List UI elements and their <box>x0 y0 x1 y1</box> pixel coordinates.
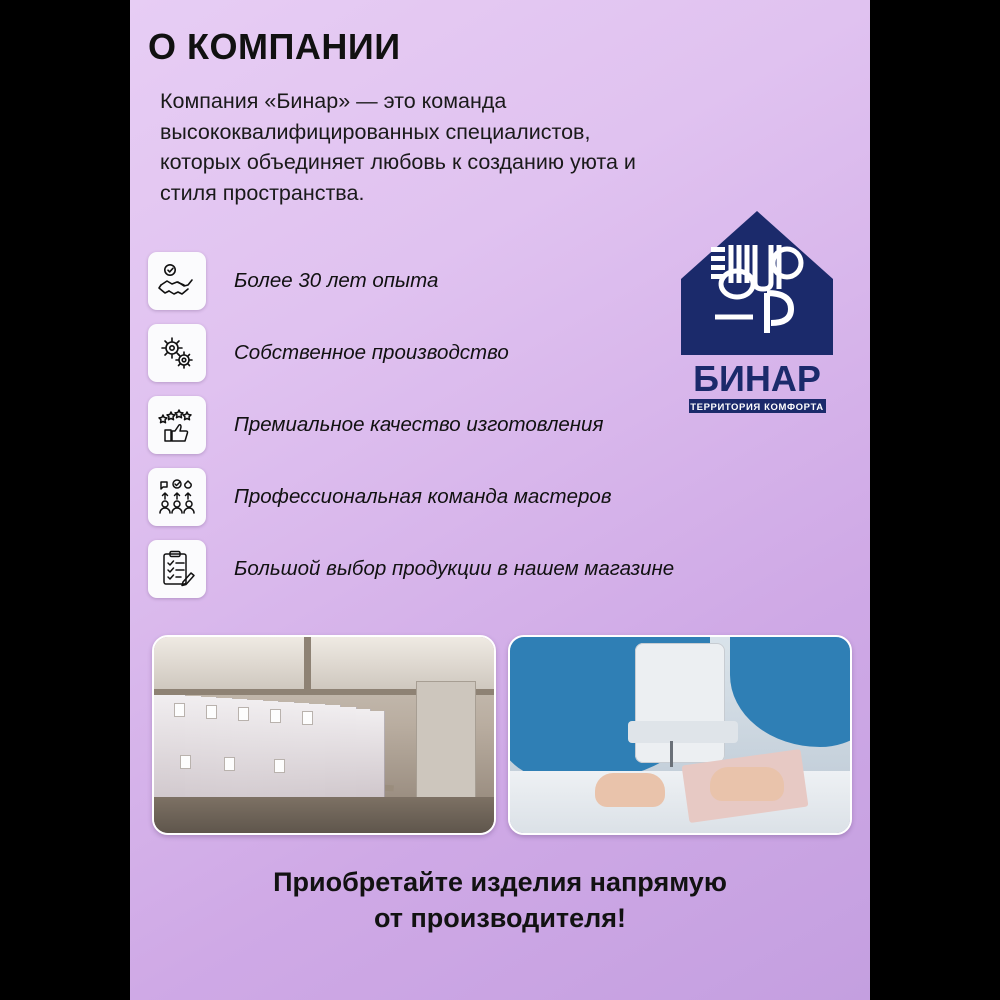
intro-paragraph: Компания «Бинар» — это команда высококвалифицированных специалистов, которых объединяет любовь к созданию уюта и стиля пространства. <box>160 89 636 205</box>
footer-line-1: Приобретайте изделия напрямую <box>273 867 727 897</box>
page-title: О КОМПАНИИ <box>148 26 401 67</box>
feature-item <box>148 245 848 317</box>
feature-label: Большой выбор продукции в нашем магазине <box>234 557 675 580</box>
team-icon <box>148 468 206 526</box>
checklist-icon <box>148 540 206 598</box>
feature-label: Собственное производство <box>234 341 509 364</box>
feature-label: Более 30 лет опыта <box>234 269 439 292</box>
thumbs-up-stars-icon <box>148 396 206 454</box>
photo-row <box>152 635 852 835</box>
logo-tagline: ТЕРРИТОРИЯ КОМФОРТА <box>690 402 824 413</box>
feature-item <box>148 389 848 461</box>
gears-icon <box>148 324 206 382</box>
feature-label: Профессиональная команда мастеров <box>234 485 612 508</box>
logo-name: БИНАР <box>693 358 821 399</box>
features-list <box>148 245 848 605</box>
poster-card <box>130 0 870 1000</box>
sewing-photo <box>508 635 852 835</box>
feature-item <box>148 461 848 533</box>
feature-item <box>148 317 848 389</box>
footer-callout <box>130 865 870 936</box>
warehouse-photo <box>152 635 496 835</box>
footer-line-2: от производителя! <box>373 902 627 933</box>
feature-item <box>148 533 848 605</box>
feature-label: Премиальное качество изготовления <box>234 413 604 436</box>
handshake-icon <box>148 252 206 310</box>
